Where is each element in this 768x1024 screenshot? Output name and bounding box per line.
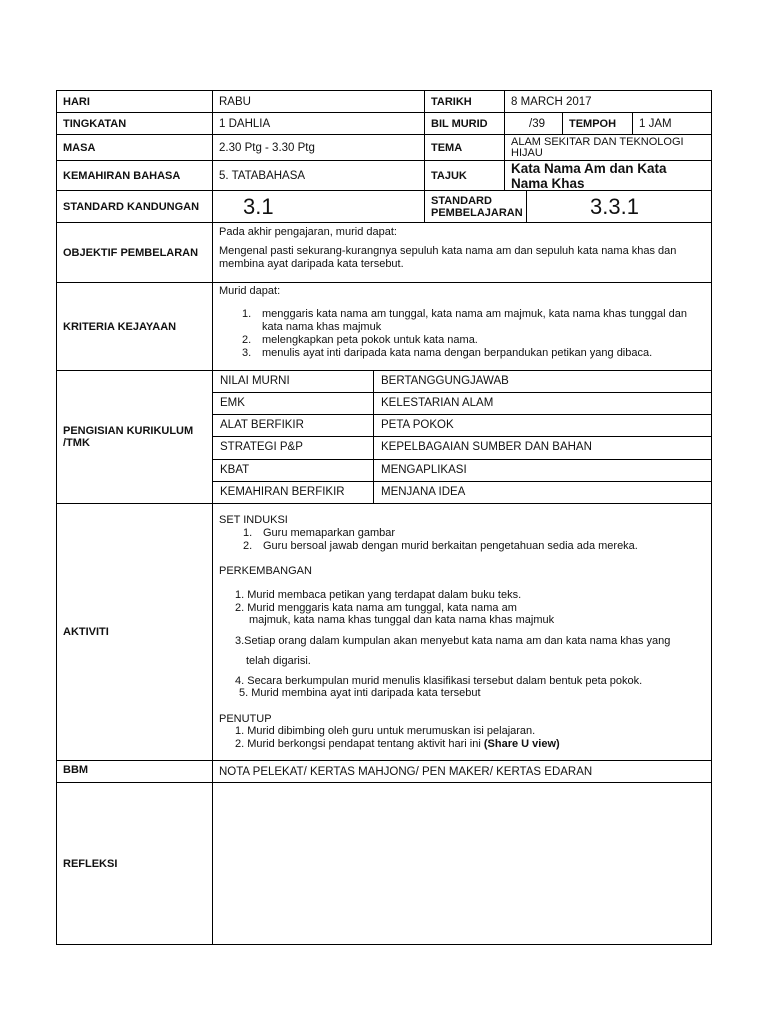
hari-label: HARI <box>56 90 212 112</box>
perkembangan-step-cont: majmuk, kata nama khas tunggal dan kata nama khas majmuk <box>249 614 555 626</box>
pengisian-label: PENGISIAN KURIKULUM /TMK <box>56 370 212 503</box>
aktiviti-content <box>212 503 712 760</box>
kriteria-item: 3. menulis ayat inti daripada kata nama dengan berpandukan petikan yang dibaca. <box>242 347 653 359</box>
pengisian-key: ALAT BERFIKIR <box>220 419 304 431</box>
tempoh-label: TEMPOH <box>562 112 632 134</box>
row-bbm <box>56 760 712 782</box>
standard-kandungan-label: STANDARD KANDUNGAN <box>56 190 212 222</box>
row-masa <box>56 134 712 160</box>
objektif-content <box>212 222 712 282</box>
row-kemahiran-bahasa <box>56 160 712 190</box>
kemahiran-bahasa-value: 5. TATABAHASA <box>212 160 424 190</box>
kemahiran-bahasa-label: KEMAHIRAN BAHASA <box>56 160 212 190</box>
pengisian-key: NILAI MURNI <box>220 375 290 387</box>
tempoh-value: 1 JAM <box>632 112 712 134</box>
kriteria-item: 1. menggaris kata nama am tunggal, kata nama am majmuk, kata nama khas tunggal dan kata nama khas majmuk <box>242 308 687 333</box>
row-kriteria <box>56 282 712 370</box>
perkembangan-step-cont: telah digarisi. <box>246 655 311 667</box>
row-objektif <box>56 222 712 282</box>
pengisian-value: MENJANA IDEA <box>373 482 712 503</box>
objektif-text: Mengenal pasti sekurang-kurangnya sepuluh kata nama am dan sepuluh kata nama khas dan membina ayat daripada kata tersebut. <box>219 245 677 270</box>
row-standard <box>56 190 712 222</box>
set-induksi-heading: SET INDUKSI <box>219 514 288 526</box>
kriteria-intro: Murid dapat: <box>219 285 281 297</box>
tingkatan-label: TINGKATAN <box>56 112 212 134</box>
tingkatan-value: 1 DAHLIA <box>212 112 424 134</box>
pengisian-row <box>213 436 712 459</box>
pengisian-value: MENGAPLIKASI <box>373 460 712 481</box>
tema-value: ALAM SEKITAR DAN TEKNOLOGI HIJAU <box>504 134 712 160</box>
refleksi-content <box>212 782 712 945</box>
standard-pembelajaran-value: 3.3.1 <box>526 190 712 222</box>
pengisian-key: KBAT <box>220 464 250 476</box>
row-tingkatan <box>56 112 712 134</box>
bbm-label: BBM <box>56 760 212 782</box>
row-refleksi <box>56 782 712 945</box>
penutup-step: 2. Murid berkongsi pendapat tentang aktivit hari ini (Share U view) <box>235 738 560 750</box>
bbm-value: NOTA PELEKAT/ KERTAS MAHJONG/ PEN MAKER/ KERTAS EDARAN <box>212 760 712 782</box>
hari-value: RABU <box>212 90 480 112</box>
aktiviti-label: AKTIVITI <box>56 503 212 760</box>
pengisian-row <box>213 414 712 436</box>
bil-murid-value: /39 <box>504 112 562 134</box>
tajuk-label: TAJUK <box>424 160 504 190</box>
kriteria-item: 2. melengkapkan peta pokok untuk kata nama. <box>242 334 478 346</box>
objektif-label: OBJEKTIF PEMBELARAN <box>56 222 212 282</box>
row-hari <box>56 90 712 112</box>
pengisian-row <box>213 459 712 481</box>
pengisian-value: BERTANGGUNGJAWAB <box>373 371 712 392</box>
row-aktiviti <box>56 503 712 760</box>
tema-label: TEMA <box>424 134 504 160</box>
pengisian-value: KEPELBAGAIAN SUMBER DAN BAHAN <box>373 437 712 459</box>
perkembangan-heading: PERKEMBANGAN <box>219 565 312 577</box>
set-induksi-item: 1. Guru memaparkan gambar <box>243 527 396 539</box>
tajuk-value: Kata Nama Am dan Kata Nama Khas <box>504 160 712 190</box>
penutup-step: 1. Murid dibimbing oleh guru untuk merumuskan isi pelajaran. <box>235 725 536 737</box>
pengisian-value: KELESTARIAN ALAM <box>373 393 712 414</box>
kriteria-content <box>212 282 712 370</box>
bil-murid-label: BIL MURID <box>424 112 504 134</box>
tarikh-label: TARIKH <box>424 90 504 112</box>
pengisian-row <box>213 370 712 392</box>
masa-value: 2.30 Ptg - 3.30 Ptg <box>212 134 424 160</box>
standard-kandungan-value: 3.1 <box>212 190 424 222</box>
set-induksi-item: 2. Guru bersoal jawab dengan murid berkaitan pengetahuan sedia ada mereka. <box>243 540 638 552</box>
penutup-heading: PENUTUP <box>219 713 272 725</box>
perkembangan-step: 3.Setiap orang dalam kumpulan akan menyebut kata nama am dan kata nama khas yang <box>235 635 671 647</box>
perkembangan-step: 4. Secara berkumpulan murid menulis klasifikasi tersebut dalam bentuk peta pokok. <box>235 675 643 687</box>
masa-label: MASA <box>56 134 212 160</box>
kriteria-label: KRITERIA KEJAYAAN <box>56 282 212 370</box>
perkembangan-step: 5. Murid membina ayat inti daripada kata tersebut <box>239 687 481 699</box>
perkembangan-step: 1. Murid membaca petikan yang terdapat dalam buku teks. <box>235 589 522 601</box>
pengisian-value: PETA POKOK <box>373 415 712 436</box>
pengisian-key: STRATEGI P&P <box>220 441 303 453</box>
perkembangan-step: 2. Murid menggaris kata nama am tunggal, kata nama am <box>235 602 517 614</box>
objektif-intro: Pada akhir pengajaran, murid dapat: <box>219 226 397 238</box>
refleksi-label: REFLEKSI <box>56 782 212 945</box>
pengisian-row <box>213 481 712 503</box>
pengisian-row <box>213 392 712 414</box>
standard-pembelajaran-label: STANDARD PEMBELAJARAN <box>424 190 526 222</box>
pengisian-key: KEMAHIRAN BERFIKIR <box>220 486 345 498</box>
tarikh-value: 8 MARCH 2017 <box>504 90 712 112</box>
pengisian-table <box>212 370 712 503</box>
row-pengisian <box>56 370 712 503</box>
pengisian-key: EMK <box>220 397 245 409</box>
